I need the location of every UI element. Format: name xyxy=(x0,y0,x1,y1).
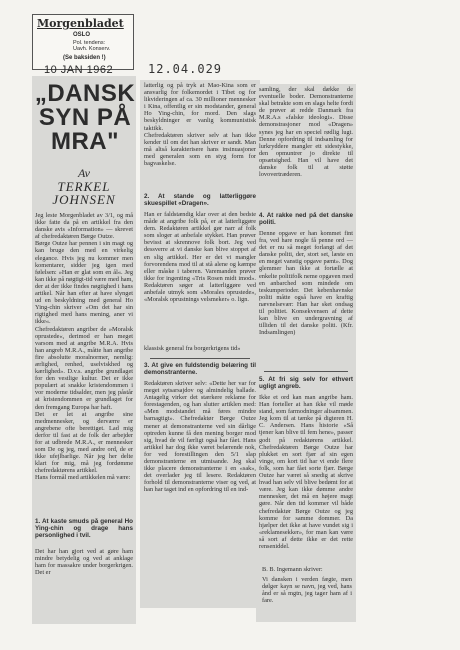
column-3-body: samling, der skal dække de eventuelle boder. Demonstranterne skal betrakte som en slags helte fordi de prøver at redde Danmark fra M.R.A.s «falske ideologi». Disse demonstrasjoner mod «Dragen» synes jeg har en speciel rødlig lugt. Denne opfordring til indsamling for lurkryddere mangler ett sidestykke, den opmuntrer jo direkte til opsætsighed. Han vil have det danske folk til at støtte lovovertræderen. xyxy=(259,86,353,179)
newspaper-city: OSLO xyxy=(73,32,91,38)
column-3-quote: Vi dansken i verden fægte, men dølger kayn se navn, jeg ved, hans ånd er så mgtn, jeg tager ham af i fare. xyxy=(262,576,352,605)
byline-prefix: Av xyxy=(78,166,90,180)
column-2-body-3: klassisk general fra borgerkrigens tid» xyxy=(144,345,241,352)
column-3-body-3: Ikke et ord kan man angribe ham. Han forteller at han ikke vil møde stand, som farmodninger altsammen. Jeg kom til at tænke på digteren H. C. Andersen. Hans historie «Så tjener kan blive til fem hene», passer godt på redaktørens artikkel. Chefredaktøren Børge Outze har plukket en sort fjær af sin egen vinge, om kort tid har vi ende flere folk, som har fået sorte fjær. Børge Outze har været så snedig at skrive hvad han selv vil blive bedømt for at være. Jeg kan ikke dømme andre mennesker, det må en højere magt gøre. Når den tid kommer vil både chefredaktør Børge Outze og jeg komme for samme dommer. Da hjælper det ikke at have vundet sig i «reklamesekker», for man kan være så sort af dette ikke er det rette renseniddel. xyxy=(259,394,353,550)
newspaper-name: Morgenbladet xyxy=(37,17,124,30)
handwritten-date: 12.04.029 xyxy=(148,62,223,76)
political-tendency-value: Uavh. Konserv. xyxy=(73,46,111,52)
byline-author: TERKEL JOHNSEN xyxy=(52,179,116,207)
column-3-quote-intro: B. B. Ingemann skriver: xyxy=(262,566,323,573)
column-2-body: latterlig og på tryk at Mao-Kina som er ansvarlig for folkemordet i Tibet og for likvideringen af ca. 30 millioner mennesker i Kina, offentlig er sin modstander, general Ho Ying-chin, for mord. Den slags beskyldninger er vanlig kommunistisk taktikk. Chefredaktøren skriver selv at han ikke kender til om det han skriver er sandt. Man må altså karakterisere hans insinuasjoner med generalen som en styg form for bagvaskelse. xyxy=(144,82,256,168)
see-reverse-note: (Se baksiden !) xyxy=(63,55,106,61)
political-tendency-label: Pol. tendens: xyxy=(73,40,106,46)
column-3-body-2: Denne opgave er han kommet fint fra, ved hare nogle få penne ord — det er nu så meget forlangt af det danske politi, der, stort set, læste en en meget vanstig opgave pænt». Dog glemmer han ikke at fortælle at enkelte politifolk neme opgaven med en anbarched som mindede om teskumperioder. Det kebenhavnske politi måtte også have en kraftig nævnelsevær: Han har sket ondsag til politiet. Konsekvensen af dette kan blive en undergravning af tilliden til det danske politi. (Kfr. Indsamlingen) xyxy=(259,230,353,337)
column-2-subheading-2: 2. At stande og latterliggøre skuespillet «Dragen». xyxy=(144,193,256,208)
column-3-divider xyxy=(264,371,348,372)
article-headline: „DANSK SYN PÅ MRA" xyxy=(34,80,136,155)
column-1-subheading: 1. At kaste smuds på general Ho Ying-chin og drage hans personlighed i tvil. xyxy=(35,518,133,540)
column-1-body: Jeg leste Morgenbladet av 3/1, og må ikke fatte da på en artikkel fra den danske avis «Information» — skrevet af chefredaktøren Børge Outze. Børge Outze har pennen i sin magt og kan bruge den med en virkelig elegance. Hvis jeg nu kommer men komentarer, sidder jeg igen med følelsen: »Han er glat som en ål«. Jeg kan ikke på nøgtigt-tid være med ham, der at der ikke findes nøgtighed i hans artikel. Når han efter at have slynget ud en beskyldning med general Ho Ying-chin skriver »Om det har sin rigtighed med hans mening, aner vi ikke«. Chefredaktøren angriber de »Moralsk oprustede«, derimod er han meget varsom med at angribe M.R.A. Hvis han angreb M.R.A., måtte han angribe fire absolutte moralnormer, nemlig: ærlighed, renhed, uselviskhed og kærlighed». D.v.s. angribe grundlaget for den vestlige kultur. Det er ikke populært at snakke kristendommen i vor moderne tidsalder, men jeg påstår at kristendommen er grundlaget for den fremgang Europa har haft. Det er let at angribe sine medmennesker, og derværre er angrebene ofte berettiget. Lad mig derfor til fast at de folk der arbejder for at udbrede M.R.A., er mennesker som De og jeg, med andre ord, de er ikke ufejlbarlige. Når jeg her delte klart for mig, må jeg fordømme chefredaktørens artikkel. Hans formål med artikkelen må være: xyxy=(35,212,133,482)
clipping-stamp xyxy=(32,14,134,70)
printed-date: 10 JAN 1962 xyxy=(44,64,114,76)
column-2-divider xyxy=(150,358,250,359)
column-2-subheading-3: 3. At give en fuldstendig belæring til demonstranterne. xyxy=(144,362,256,377)
column-3-subheading-5: 5. At fri sig selv for ethvert ugligt angreb. xyxy=(259,376,353,391)
column-1-body-continued: Det har han gjort ved at gøre ham mindre betydelig og ved at anklage ham for massakre under borgerkrigen. Det er xyxy=(35,548,133,577)
column-2-body-4: Redaktøren skriver selv: «Dette her var for meget sytsarsajdov og almindelig ballade. Antagelig virker det stærkere reklame for forestagenden, og han slutter artiklen med: «Men modstandet må føres mindre barnagtigt». Chefredaktør Børge Outze mener at demonstranterne ved sin dårlige optreden kunne få den mening borger mod sig, hvad de vil færligt også har fået. Hans artikkel har dog ikke været belærende nok, for ved forestillingen den 5/1 slap demonstranterne en utmisande. Jeg skal ikke placere demonstranterne i en «sak», det overlader jeg til lesere. Redaktøren forhold til demonstranterne viser og ved, at han har taget ind en opfordring til en ind- xyxy=(144,380,256,494)
column-3-subheading-4: 4. At rakke ned på det danske politi. xyxy=(259,212,353,227)
column-2-body-2: Han er faldstændig klar over at den bedste måde at angribe folk på, er at latterliggøre dem. Redaktøren artikkel gør narr af folk som sloger at anbefale stykket. Han prøver bevisst at skrennove folk bort. Jeg ved dessverre at vi danske kan blive stoppet af en slig artikkel. Her er det vi mangler forvorendens mod til at stå alene og kæmpe eller måske i taberen. Varemanden prøver ikke for ingenting «Tris Rosen midt imod». Redaktøren søger at latterliggøre ved anbefale utmyk som «Morales oprustede», «Moralsk oprustnings velsmeker» o. lign. xyxy=(144,211,256,304)
